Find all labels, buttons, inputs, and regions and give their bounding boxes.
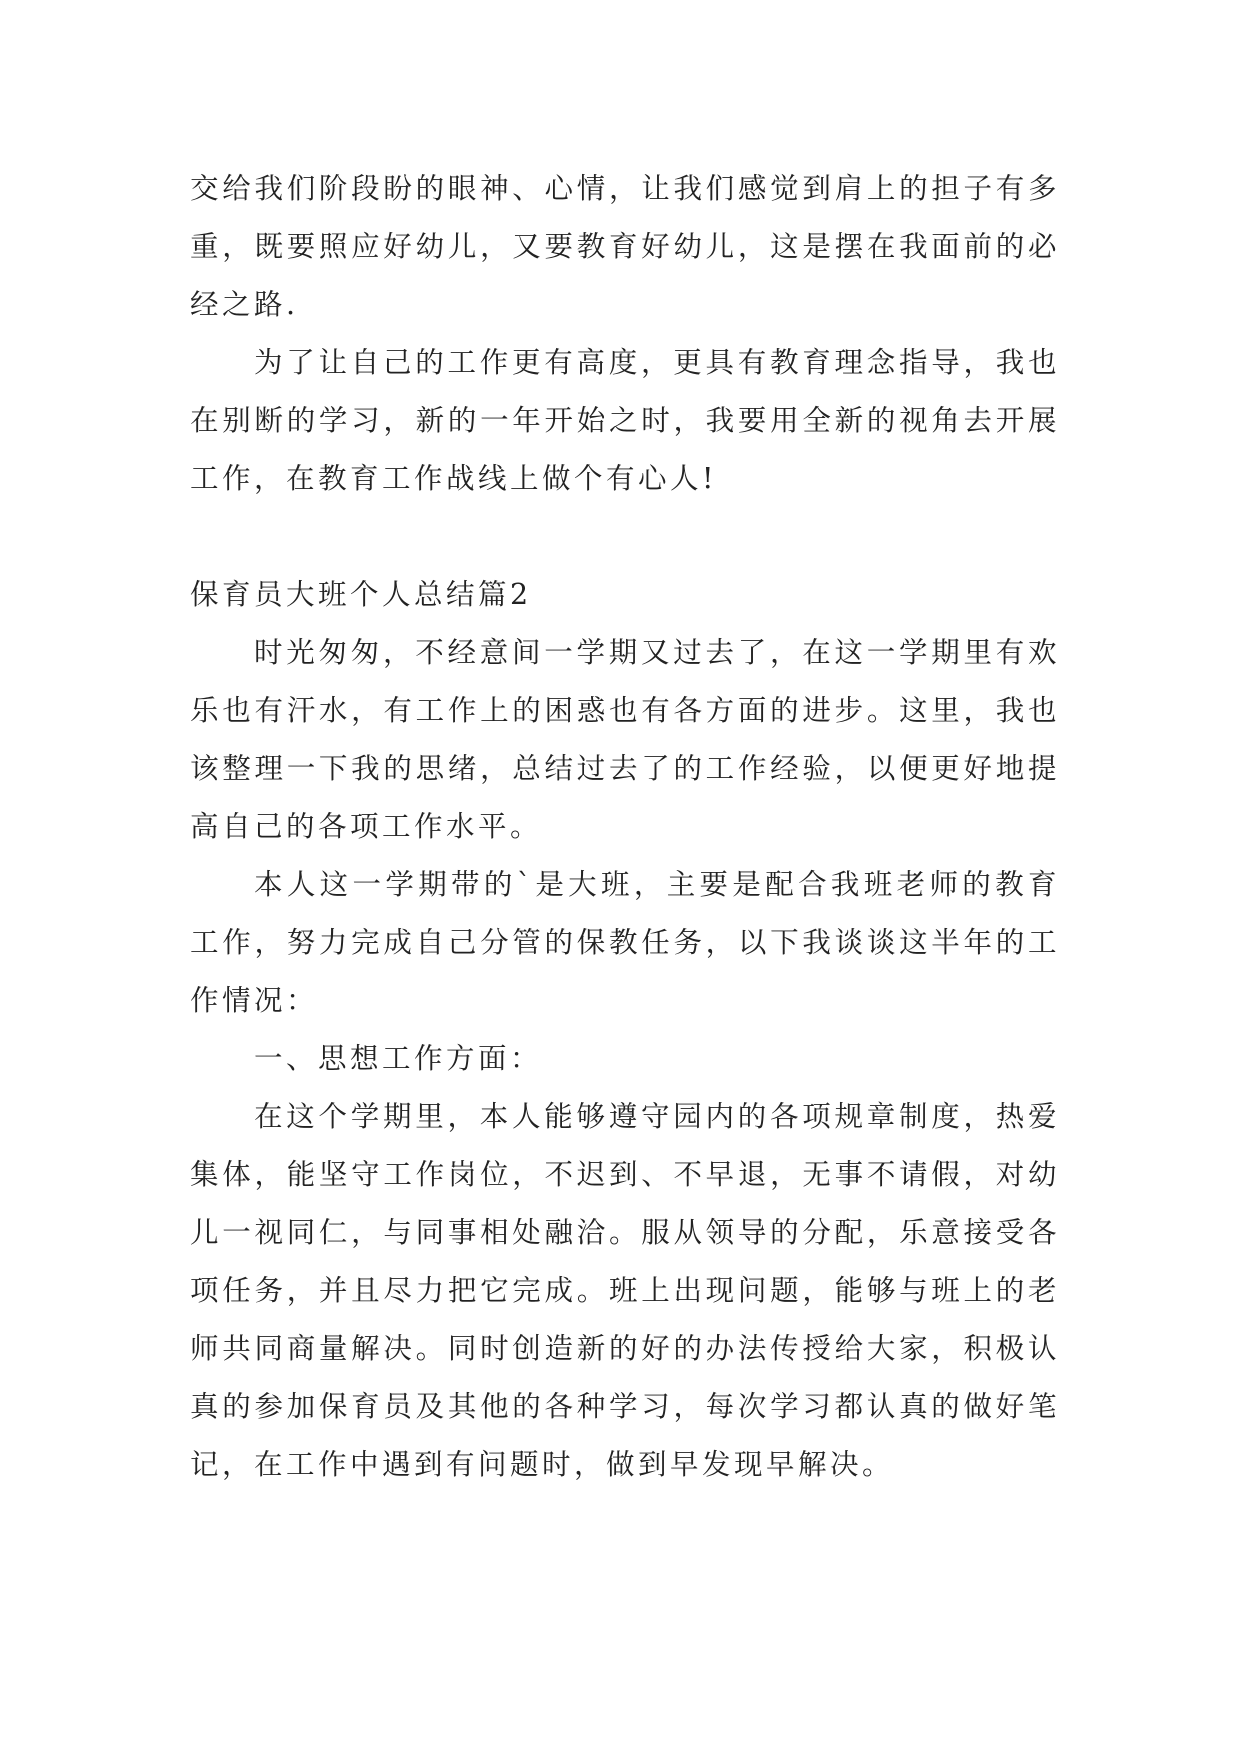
document-body (190, 160, 1060, 1494)
section-title: 保育员大班个人总结篇2 (190, 578, 532, 611)
paragraph-continuation: 交给我们阶段盼的眼神、心情，让我们感觉到肩上的担子有多重，既要照应好幼儿，又要教育好幼儿，这是摆在我面前的必经之路. (190, 172, 1060, 321)
section-spacer (190, 508, 1060, 566)
paragraph-thought: 在这个学期里，本人能够遵守园内的各项规章制度，热爱集体，能坚守工作岗位，不迟到、不早退，无事不请假，对幼儿一视同仁，与同事相处融洽。服从领导的分配，乐意接受各项任务，并且尽力把它完成。班上出现问题，能够与班上的老师共同商量解决。同时创造新的好的办法传授给大家，积极认真的参加保育员及其他的各种学习，每次学习都认真的做好笔记，在工作中遇到有问题时，做到早发现早解决。 (190, 1100, 1060, 1481)
subheading-thought: 一、思想工作方面： (254, 1042, 543, 1075)
paragraph-aspiration: 为了让自己的工作更有高度，更具有教育理念指导，我也在别断的学习，新的一年开始之时，我要用全新的视角去开展工作，在教育工作战线上做个有心人! (190, 346, 1060, 495)
paragraph-class: 本人这一学期带的`是大班，主要是配合我班老师的教育工作，努力完成自己分管的保教任务，以下我谈谈这半年的工作情况： (190, 868, 1060, 1017)
paragraph-intro: 时光匆匆，不经意间一学期又过去了，在这一学期里有欢乐也有汗水，有工作上的困惑也有各方面的进步。这里，我也该整理一下我的思绪，总结过去了的工作经验，以便更好地提高自己的各项工作水平。 (190, 636, 1060, 843)
